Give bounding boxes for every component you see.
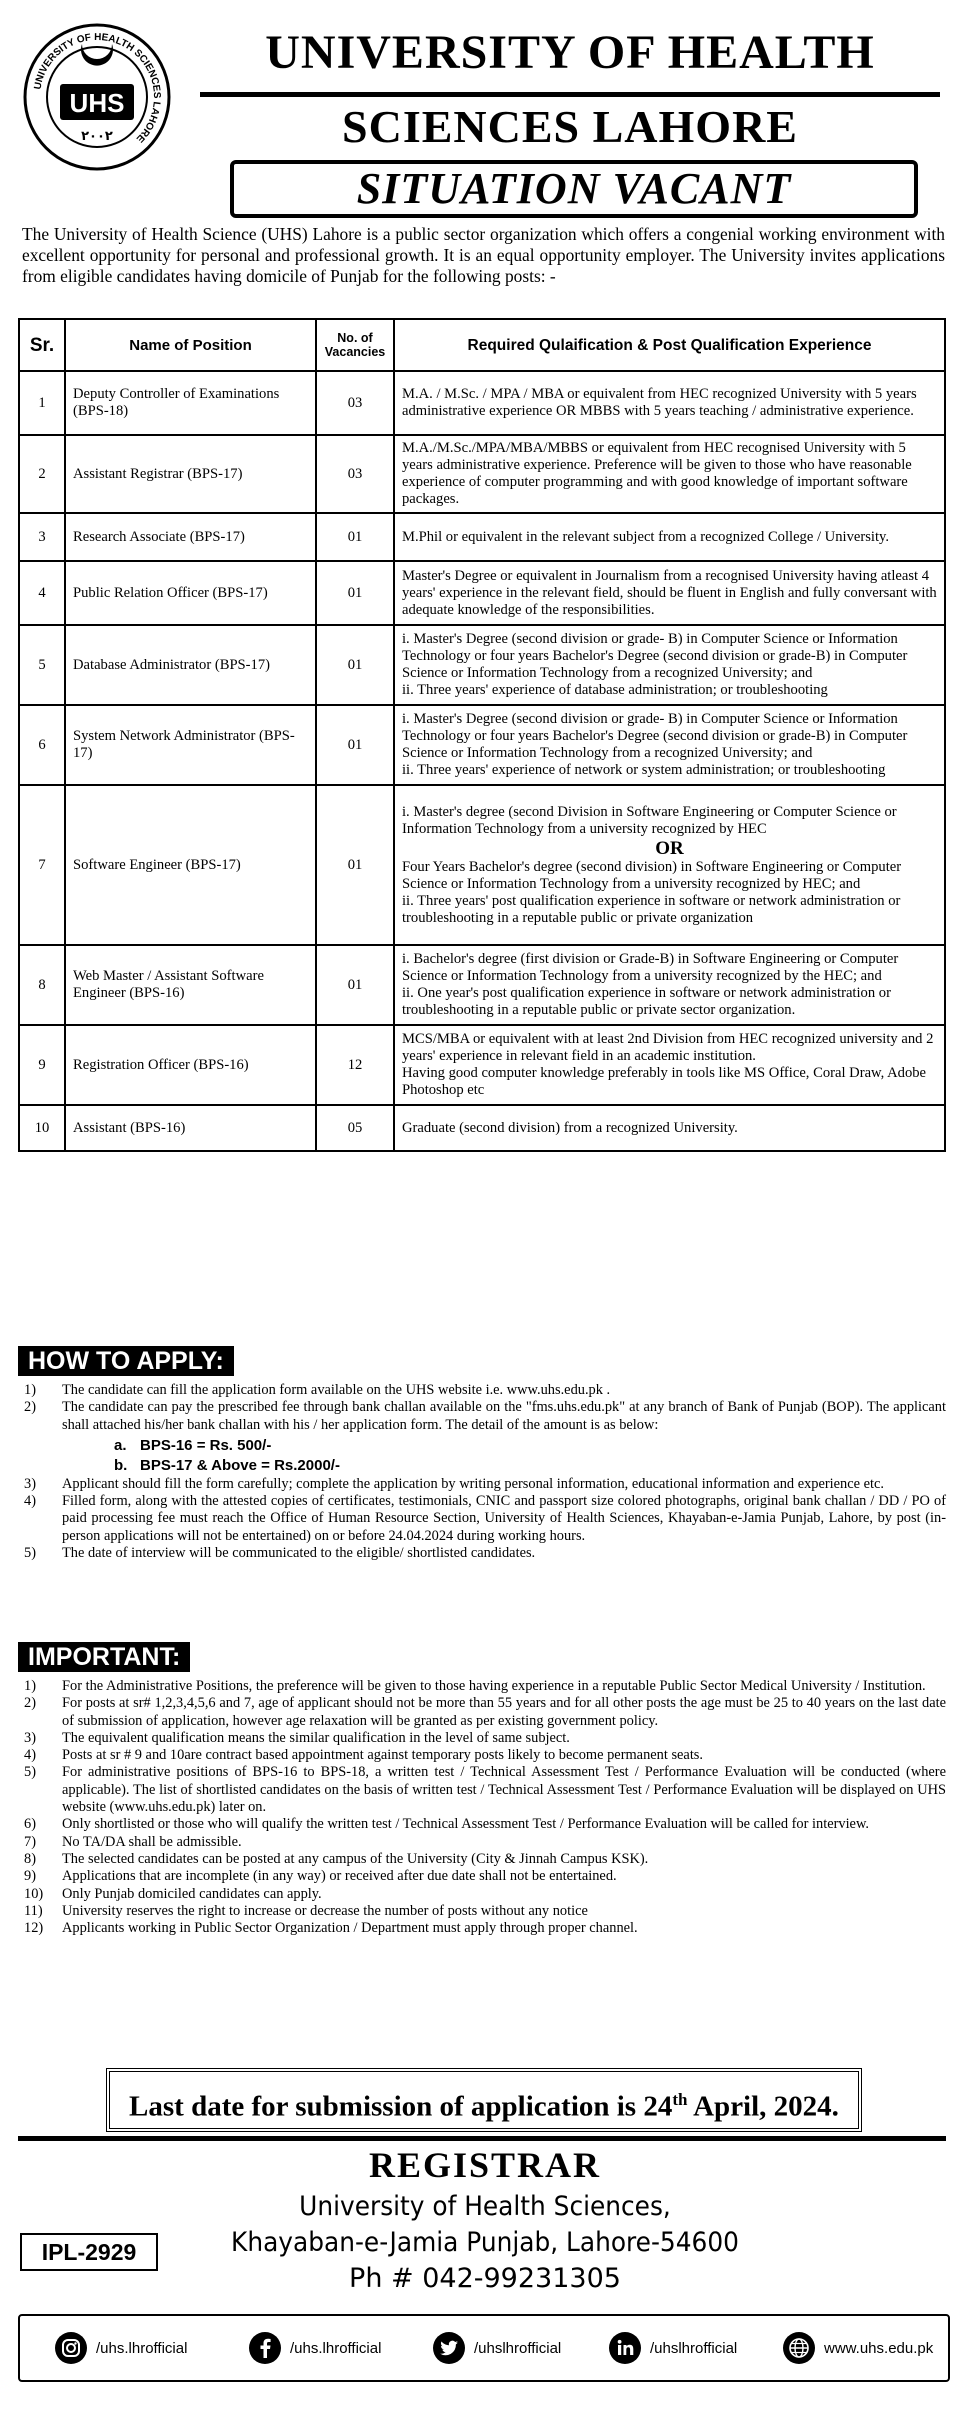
row-requirements — [394, 625, 945, 705]
row-sr: 7 — [19, 785, 65, 945]
logo-ring-text: UNIVERSITY OF HEALTH SCIENCES LAHORE — [32, 31, 163, 145]
row-position: Assistant (BPS-16) — [65, 1105, 316, 1151]
requirement-line: M.A./M.Sc./MPA/MBA/MBBS or equivalent from HEC recognised University with 5 years administrative experience. Preference will be given to those who have reasonable experience of computer programming and with good knowledge of important software packages. — [402, 440, 912, 507]
row-sr: 5 — [19, 625, 65, 705]
row-requirements — [394, 435, 945, 513]
item-number: 5) — [24, 1545, 36, 1562]
table-row — [19, 371, 945, 435]
list-item: 3) The equivalent qualification means the similar qualification in the level of same subject. — [24, 1729, 570, 1746]
item-text: The date of interview will be communicated to the eligible/ shortlisted candidates. — [62, 1545, 536, 1562]
social-handle: /uhs.lhrofficial — [290, 2339, 382, 2357]
list-item — [24, 1476, 946, 1493]
requirement-line: M.Phil or equivalent in the relevant subject from a recognized College / University. — [402, 528, 889, 545]
row-requirements — [394, 785, 945, 945]
row-position: Software Engineer (BPS-17) — [65, 785, 316, 945]
how-to-apply-heading: HOW TO APPLY: — [18, 1346, 234, 1376]
row-sr: 6 — [19, 705, 65, 785]
divider — [18, 2136, 946, 2141]
social-footer — [18, 2314, 950, 2382]
item-number: 3) — [24, 1475, 36, 1492]
important-list — [24, 1678, 946, 1937]
header-requirements: Required Qulaification & Post Qualification Experience — [394, 319, 945, 371]
table-row — [19, 945, 945, 1025]
ipl-code: IPL-2929 — [20, 2233, 158, 2271]
logo-year: ۲۰۰۲ — [81, 129, 113, 144]
row-vacancies: 03 — [316, 371, 394, 435]
fee-amount: a. BPS-16 = Rs. 500/- — [114, 1436, 272, 1454]
item-text: The candidate can pay the prescribed fee through bank challan available on the "fms.uhs.edu.pk" at any branch of Bank of Punjab (BOP). The applicant shall attached his/her bank challan with his / her application form. The detail of the amount is as below: — [62, 1399, 946, 1433]
row-sr: 9 — [19, 1025, 65, 1105]
row-vacancies: 01 — [316, 513, 394, 561]
facebook-icon — [248, 2331, 282, 2365]
social-linkedin[interactable] — [608, 2330, 737, 2366]
row-position: Public Relation Officer (BPS-17) — [65, 561, 316, 625]
requirement-line: MCS/MBA or equivalent with at least 2nd Division from HEC recognized university and 2 years' experience in relevant field in an academic institution. — [402, 1031, 934, 1064]
registrar-phone: Ph # 042-99231305 — [349, 2263, 621, 2294]
header-vacancies: No. of Vacancies — [316, 319, 394, 371]
table-row — [19, 625, 945, 705]
requirement-line: ii. Three years' experience of database administration; or troubleshooting — [402, 682, 828, 698]
fee-amount: b. BPS-17 & Above = Rs.2000/- — [114, 1456, 340, 1474]
row-position: Research Associate (BPS-17) — [65, 513, 316, 561]
list-item — [24, 1399, 946, 1476]
row-position: Registration Officer (BPS-16) — [65, 1025, 316, 1105]
registrar-address: Khayaban-e-Jamia Punjab, Lahore-54600 — [231, 2227, 739, 2258]
row-sr: 8 — [19, 945, 65, 1025]
item-text: Filled form, along with the attested copies of certificates, testimonials, CNIC and passport size colored photographs, original bank challan / DD / PO of paid processing fee must reach the Office of Human Resource Section, University of Health Sciences, Khayaban-e-Jamia Punjab, Lahore, by post (in-person applications will not be entertained) on or before 24.04.2024 during working hours. — [62, 1493, 946, 1544]
social-handle: www.uhs.edu.pk — [824, 2339, 934, 2357]
title-line-2: SCIENCES LAHORE — [342, 101, 798, 152]
list-item: 5) For administrative positions of BPS-16 to BPS-18, a written test / Technical Assessment Test / Performance Evaluation will be conducted (where applicable). The list of shortlisted candidates on the basis of written test / Technical Assessment Test / Performance Evaluation will be displayed on UHS website (www.uhs.edu.pk) later on. — [24, 1764, 946, 1816]
row-vacancies: 01 — [316, 625, 394, 705]
requirement-line: Master's Degree or equivalent in Journalism from a recognised University having atleast 4 years' experience in the relevant field, should be fluent in English and fully conversant with adequate knowledge of the responsibilities. — [402, 567, 937, 618]
list-item: 8) The selected candidates can be posted at any campus of the University (City & Jinnah Campus KSK). — [24, 1850, 649, 1867]
social-handle: /uhslhrofficial — [650, 2339, 738, 2357]
requirement-line: Graduate (second division) from a recognized University. — [402, 1119, 738, 1136]
requirement-line: ii. One year's post qualification experience in software or network administration or troubleshooting in a reputable public or private sector organization. — [402, 985, 891, 1018]
row-position: Web Master / Assistant Software Engineer (BPS-16) — [65, 945, 316, 1025]
fee-amounts — [114, 1436, 946, 1476]
item-number: 2) — [24, 1399, 36, 1416]
requirement-line: i. Master's degree (second Division in Software Engineering or Computer Science or Information Technology from a university recognized by HEC — [402, 803, 897, 837]
list-item: 7) No TA/DA shall be admissible. — [24, 1833, 242, 1850]
uhs-logo-icon — [22, 22, 172, 172]
registrar-university: University of Health Sciences, — [299, 2191, 671, 2222]
list-item: 12) Applicants working in Public Sector Organization / Department must apply through proper channel. — [24, 1920, 638, 1937]
row-position: Assistant Registrar (BPS-17) — [65, 435, 316, 513]
row-position: System Network Administrator (BPS-17) — [65, 705, 316, 785]
row-vacancies: 03 — [316, 435, 394, 513]
row-sr: 10 — [19, 1105, 65, 1151]
header-sr: Sr. — [19, 319, 65, 371]
linkedin-icon — [608, 2331, 642, 2365]
table-row — [19, 513, 945, 561]
how-to-apply-list — [24, 1382, 946, 1562]
title-line-1: UNIVERSITY OF HEALTH — [200, 14, 940, 97]
row-requirements — [394, 1105, 945, 1151]
social-twitter[interactable] — [432, 2330, 561, 2366]
list-item: 9) Applications that are incomplete (in any way) or received after due date shall not be entertained. — [24, 1868, 617, 1885]
row-sr: 4 — [19, 561, 65, 625]
or-separator: OR — [655, 837, 684, 859]
table-row — [19, 1105, 945, 1151]
row-requirements — [394, 705, 945, 785]
table-row — [19, 561, 945, 625]
requirement-line: Four Years Bachelor's degree (second division) in Software Engineering or Computer Science or Information Technology from a university recognized by HEC; and — [402, 858, 902, 892]
row-sr: 3 — [19, 513, 65, 561]
table-header-row — [19, 319, 945, 371]
registrar-title: REGISTRAR — [368, 2145, 602, 2185]
deadline-banner: Last date for submission of application is 24th April, 2024. — [106, 2068, 862, 2132]
instagram-icon — [54, 2331, 88, 2365]
social-handle: /uhslhrofficial — [474, 2339, 562, 2357]
list-item: 1) For the Administrative Positions, the preference will be given to those having experience in a reputable Public Sector Medical University / Institution. — [24, 1678, 926, 1694]
intro-paragraph: The University of Health Science (UHS) Lahore is a public sector organization which offers a congenial working environment with excellent opportunity for personal and professional growth. It is an equal opportunity employer. The University invites applications from eligible candidates having domicile of Punjab for the following posts: - — [22, 224, 945, 286]
positions-table — [18, 318, 946, 1152]
row-requirements — [394, 561, 945, 625]
table-row — [19, 1025, 945, 1105]
item-number: 4) — [24, 1493, 36, 1510]
row-vacancies: 01 — [316, 705, 394, 785]
logo-text: UHS — [69, 88, 125, 118]
website-icon — [782, 2331, 816, 2365]
requirement-line: i. Bachelor's degree (first division or Grade-B) in Software Engineering or Computer Science or Information Technology from a university recognized by the HEC; and — [402, 951, 899, 984]
row-vacancies: 01 — [316, 785, 394, 945]
list-item: 4) Posts at sr # 9 and 10are contract based appointment against temporary posts likely to become permanent seats. — [24, 1747, 704, 1764]
row-requirements — [394, 513, 945, 561]
item-text: Applicant should fill the form carefully; complete the application by writing personal information, educational information and experience etc. — [62, 1475, 884, 1492]
list-item: 2) For posts at sr# 1,2,3,4,5,6 and 7, age of applicant should not be more than 55 years and for all other posts the age must be 25 to 40 years on the last date of submission of application, however age relaxation will be granted as per existing government policy. — [24, 1695, 946, 1729]
row-position: Deputy Controller of Examinations (BPS-18) — [65, 371, 316, 435]
row-vacancies: 05 — [316, 1105, 394, 1151]
list-item — [24, 1545, 946, 1562]
header-position: Name of Position — [65, 319, 316, 371]
row-vacancies: 12 — [316, 1025, 394, 1105]
row-position: Database Administrator (BPS-17) — [65, 625, 316, 705]
table-row — [19, 785, 945, 945]
list-item — [24, 1493, 946, 1545]
table-row — [19, 435, 945, 513]
row-vacancies: 01 — [316, 561, 394, 625]
situation-vacant-banner: SITUATION VACANT — [230, 160, 918, 218]
item-number: 1) — [24, 1382, 36, 1398]
requirement-line: Having good computer knowledge preferably in tools like MS Office, Coral Draw, Adobe Photoshop etc — [402, 1065, 927, 1098]
row-requirements — [394, 945, 945, 1025]
list-item: 10) Only Punjab domiciled candidates can apply. — [24, 1885, 322, 1902]
requirement-line: i. Master's Degree (second division or grade- B) in Computer Science or Information Technology or four years Bachelor's Degree (second division or grade-B) in Computer Science or Information Technology from a recognized University; and — [402, 711, 908, 761]
list-item — [24, 1382, 946, 1399]
item-text: The candidate can fill the application form available on the UHS website i.e. www.uhs.edu.pk . — [62, 1382, 611, 1398]
social-facebook[interactable] — [248, 2330, 381, 2366]
row-sr: 2 — [19, 435, 65, 513]
requirement-line: M.A. / M.Sc. / MPA / MBA or equivalent from HEC recognized University with 5 years administrative experience OR MBBS with 5 years teaching / administrative experience. — [402, 386, 917, 419]
requirement-line: i. Master's Degree (second division or grade- B) in Computer Science or Information Technology or four years Bachelor's Degree (second division or grade-B) in Computer Science or Information Technology from a recognized University; and — [402, 631, 908, 681]
row-requirements — [394, 1025, 945, 1105]
social-website[interactable] — [782, 2330, 933, 2366]
row-requirements — [394, 371, 945, 435]
requirement-line: ii. Three years' post qualification experience in software or network administration or troubleshooting in a reputable public or private organization — [402, 892, 901, 926]
row-vacancies: 01 — [316, 945, 394, 1025]
row-sr: 1 — [19, 371, 65, 435]
list-item: 11) University reserves the right to increase or decrease the number of posts without any notice — [24, 1902, 588, 1919]
table-row — [19, 705, 945, 785]
social-instagram[interactable] — [54, 2330, 187, 2366]
social-handle: /uhs.lhrofficial — [96, 2339, 188, 2357]
twitter-icon — [432, 2331, 466, 2365]
list-item: 6) Only shortlisted or those who will qualify the written test / Technical Assessment Test / Performance Evaluation will be called for interview. — [24, 1816, 870, 1833]
requirement-line: ii. Three years' experience of network or system administration; or troubleshooting — [402, 762, 886, 778]
important-heading: IMPORTANT: — [18, 1642, 190, 1672]
